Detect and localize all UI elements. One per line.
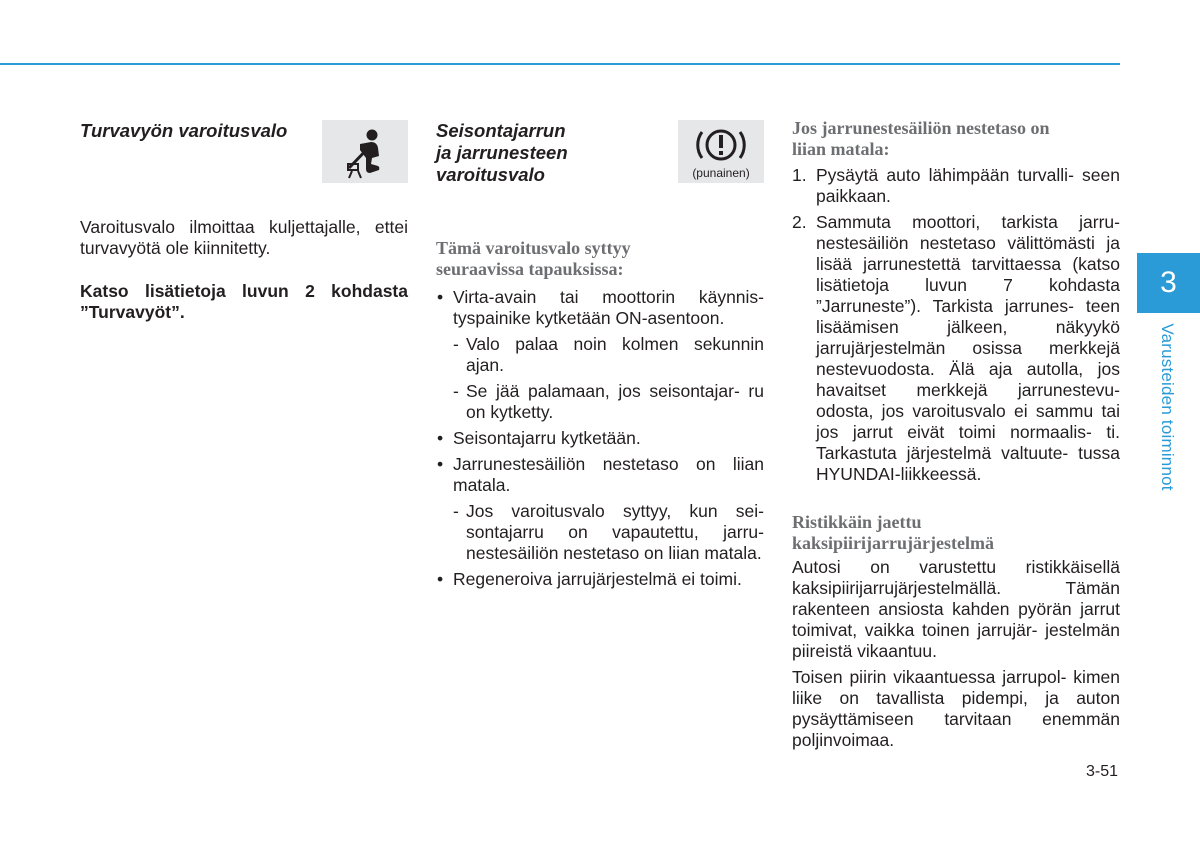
list-item: • Jarrunestesäiliön nestetaso on liian matala. — [436, 454, 764, 496]
seatbelt-warning-icon — [322, 120, 408, 183]
step-text: Pysäytä auto lähimpään turvalli- seen paikkaan. — [816, 165, 1120, 206]
fluid-steps-list — [792, 165, 1120, 485]
brake-conditions-list — [436, 287, 764, 590]
step-number: 1. — [792, 165, 807, 185]
fluid-heading-line: Jos jarrunestesäiliön nestetaso on — [792, 118, 1050, 138]
circuit-failure-paragraph: Toisen piirin vikaantuessa jarrupol- kimen liike on tavallista pidempi, ja auton pysäyttämiseen tarvitaan enemmän poljinvoimaa. — [792, 667, 1120, 750]
list-item — [792, 212, 1120, 485]
dual-circuit-paragraph: Autosi on varustettu ristikkäisellä kaksipiirijarrujärjestelmällä. Tämän rakenteen ansiosta kahden pyörän jarrut toimivat, vaikka toinen jarrujär- jestelmän piireistä vikaantuu. — [792, 557, 1120, 661]
column-low-brake-fluid — [792, 118, 1120, 751]
seatbelt-paragraph: Varoitusvalo ilmoittaa kuljettajalle, ettei turvavyötä ole kiinnitetty. — [80, 217, 408, 258]
page-number: 3-51 — [1085, 763, 1118, 780]
brake-icon-caption: (punainen) — [692, 166, 750, 180]
brake-subheading-line: Tämä varoitusvalo syttyy — [436, 238, 631, 258]
brake-warning-icon — [678, 120, 764, 183]
dual-circuit-heading-line: Ristikkäin jaettu — [792, 512, 922, 532]
list-item — [792, 165, 1120, 207]
seatbelt-note: Katso lisätietoja luvun 2 kohdasta ”Turvavyöt”. — [80, 281, 408, 322]
list-subitem: - Se jää palamaan, jos seisontajar- ru on kytketty. — [436, 381, 764, 423]
column-parking-brake — [436, 118, 764, 590]
seatbelt-heading: Turvavyön varoitusvalo — [80, 120, 288, 141]
list-subitem: - Jos varoitusvalo syttyy, kun sei- sontajarru on vapautettu, jarru- nestesäiliön nestetaso on liian matala. — [436, 501, 764, 564]
dual-circuit-heading-line: kaksipiirijarrujärjestelmä — [792, 533, 994, 553]
dual-circuit-heading — [792, 512, 1120, 554]
fluid-heading-line: liian matala: — [792, 139, 890, 159]
brake-heading-line: varoitusvalo — [436, 164, 545, 185]
brake-subheading-line: seuraavissa tapauksissa: — [436, 259, 624, 279]
list-item: • Virta-avain tai moottorin käynnis- tyspainike kytketään ON-asentoon. — [436, 287, 764, 329]
step-text: Sammuta moottori, tarkista jarru- nestesäiliön nestetaso välittömästi ja lisää jarrunestettä tarvittaessa (katso lisätietoja luvun 7 kohdasta ”Jarruneste”). Tarkista jarrunes- teen lisäämisen jälkeen, näkyykö jarrujärjestelmän osissa merkkejä nestevuodosta. Älä aja autolla, jos havaitset merkkejä jarrunestevu- odosta, jos varoitusvalo ei sammu tai jos jarrut eivät toimi normaalis- ti. Tarkastuta järjestelmä valtuute- tussa HYUNDAI-liikkeessä. — [816, 212, 1120, 484]
list-item: • Seisontajarru kytketään. — [436, 428, 764, 449]
brake-heading-line: Seisontajarrun — [436, 120, 566, 141]
brake-subheading — [436, 238, 764, 280]
fluid-heading — [792, 118, 1120, 160]
top-rule — [0, 63, 1120, 65]
step-number: 2. — [792, 212, 807, 232]
list-subitem: - Valo palaa noin kolmen sekunnin ajan. — [436, 334, 764, 376]
brake-heading-line: ja jarrunesteen — [436, 142, 568, 163]
chapter-number-tab: 3 — [1137, 253, 1200, 313]
chapter-title: Varusteiden toiminnot — [1158, 323, 1177, 491]
list-item: • Regeneroiva jarrujärjestelmä ei toimi. — [436, 569, 764, 590]
